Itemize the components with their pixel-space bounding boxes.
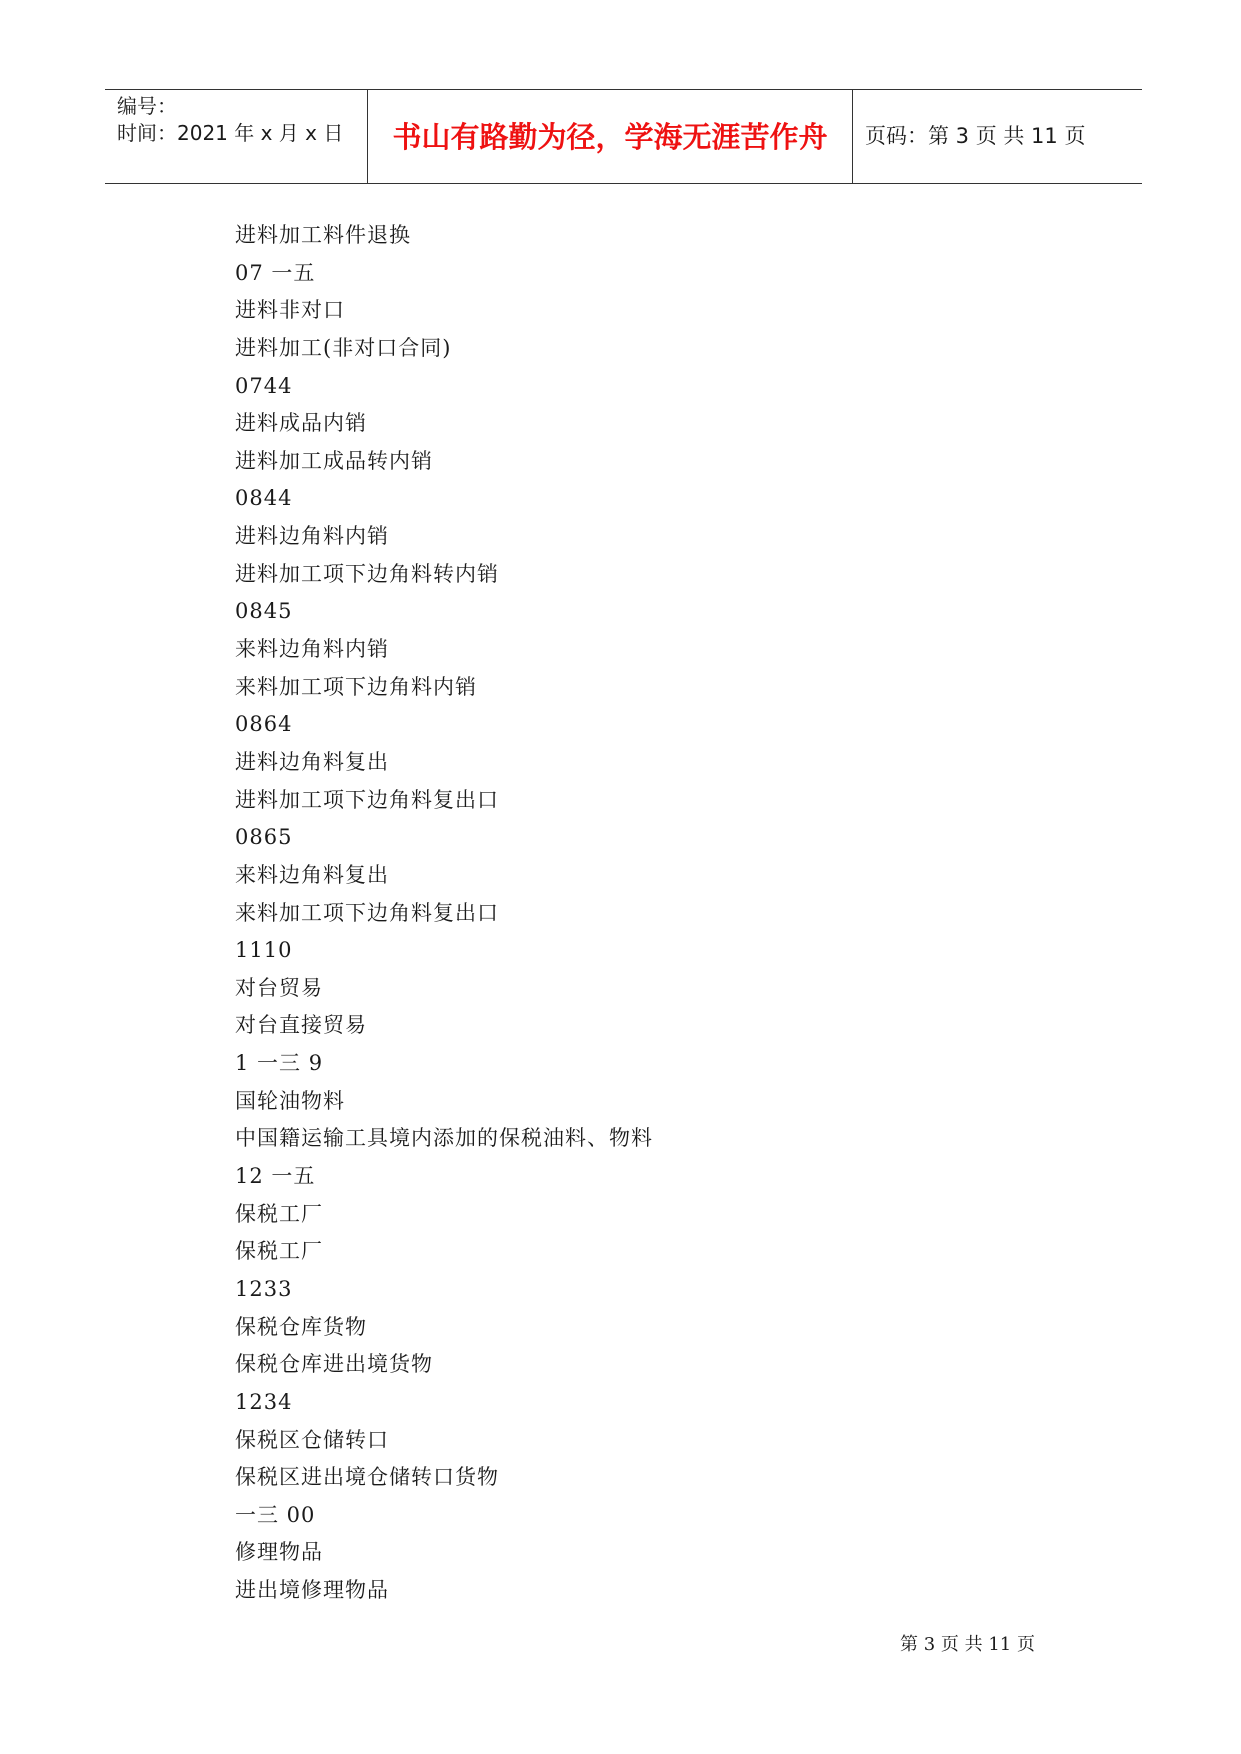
text-line: 对台贸易 — [235, 975, 323, 1000]
text-line: 一三 00 — [235, 1502, 316, 1527]
text-line: 进料加工(非对口合同) — [235, 335, 452, 360]
text-line: 0864 — [235, 712, 293, 737]
header-page-cell — [853, 90, 1142, 183]
document-body — [235, 218, 1135, 1611]
text-line: 进料非对口 — [235, 298, 345, 323]
text-line: 中国籍运输工具境内添加的保税油料、物料 — [235, 1126, 653, 1151]
header-motto: 书山有路勤为径，学海无涯苦作舟 — [392, 120, 828, 154]
text-line: 07 一五 — [235, 260, 316, 285]
text-line: 进料加工项下边角料转内销 — [235, 561, 499, 586]
text-line: 来料加工项下边角料复出口 — [235, 900, 499, 925]
page-header — [105, 89, 1142, 184]
document-time-label: 时间：2021 年 x 月 x 日 — [117, 121, 344, 145]
text-line: 0744 — [235, 373, 293, 398]
text-line: 1110 — [235, 938, 293, 963]
header-motto-cell — [368, 90, 853, 183]
text-line: 对台直接贸易 — [235, 1013, 367, 1038]
text-line: 进料边角料复出 — [235, 749, 389, 774]
text-line: 国轮油物料 — [235, 1088, 345, 1113]
text-line: 来料边角料内销 — [235, 637, 389, 662]
text-line: 来料加工项下边角料内销 — [235, 674, 477, 699]
text-line: 0845 — [235, 599, 293, 624]
text-line: 保税区进出境仓储转口货物 — [235, 1465, 499, 1490]
text-line: 进料加工成品转内销 — [235, 448, 433, 473]
text-line: 保税工厂 — [235, 1201, 323, 1226]
text-line: 保税仓库进出境货物 — [235, 1352, 433, 1377]
text-line: 保税仓库货物 — [235, 1314, 367, 1339]
text-line: 来料边角料复出 — [235, 862, 389, 887]
text-line: 进料成品内销 — [235, 411, 367, 436]
text-line: 进料加工项下边角料复出口 — [235, 787, 499, 812]
text-line: 进料边角料内销 — [235, 524, 389, 549]
page-footer: 第 3 页 共 11 页 — [900, 1634, 1035, 1655]
text-line: 进出境修理物品 — [235, 1578, 389, 1603]
text-line: 保税工厂 — [235, 1239, 323, 1264]
header-page-code: 页码：第 3 页 共 11 页 — [865, 124, 1086, 148]
text-line: 修理物品 — [235, 1540, 323, 1565]
text-line: 1234 — [235, 1389, 293, 1414]
text-line: 进料加工料件退换 — [235, 223, 411, 247]
text-line: 保税区仓储转口 — [235, 1427, 389, 1452]
document-number-label: 编号： — [117, 94, 177, 118]
text-line: 0844 — [235, 486, 293, 511]
header-info-cell — [105, 90, 368, 183]
text-line: 1 一三 9 — [235, 1051, 324, 1076]
text-line: 1233 — [235, 1276, 293, 1301]
text-line: 0865 — [235, 825, 293, 850]
text-line: 12 一五 — [235, 1164, 316, 1189]
